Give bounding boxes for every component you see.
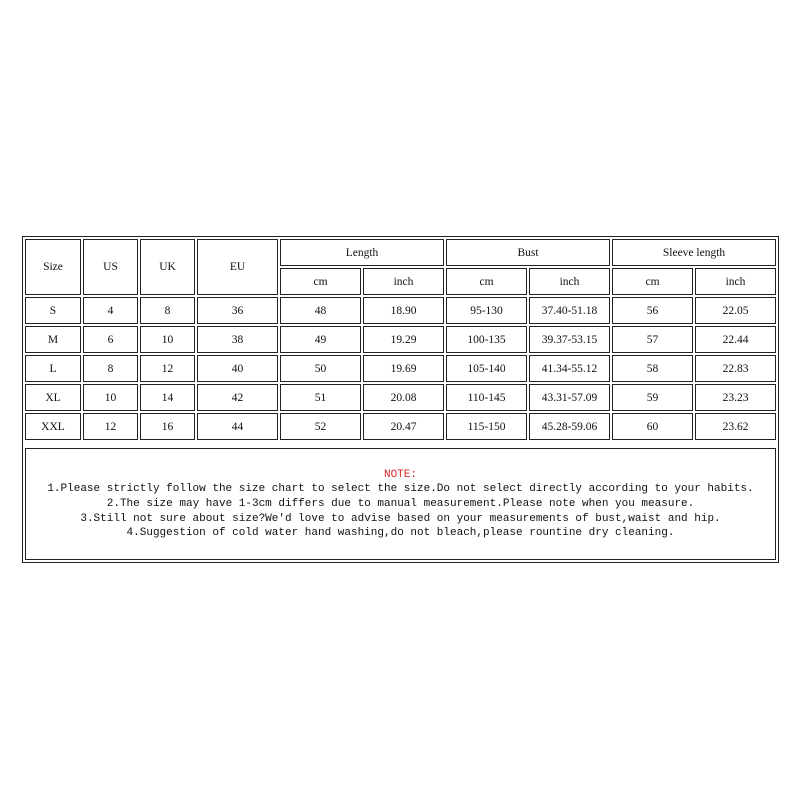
cell-eu: 38 [197, 326, 278, 353]
note-line-4: 4.Suggestion of cold water hand washing,do not bleach,please rountine dry cleaning. [126, 527, 675, 540]
cell-us: 12 [83, 413, 138, 440]
note-box [25, 448, 776, 560]
cell-uk: 8 [140, 297, 195, 324]
cell-size: S [25, 297, 81, 324]
cell-len-cm: 49 [280, 326, 361, 353]
cell-len-cm: 50 [280, 355, 361, 382]
cell-sl-cm: 59 [612, 384, 693, 411]
size-chart [22, 236, 779, 563]
cell-len-in: 20.47 [363, 413, 444, 440]
cell-sl-in: 23.23 [695, 384, 776, 411]
header-row [25, 239, 776, 266]
size-table [23, 237, 778, 442]
cell-sl-cm: 57 [612, 326, 693, 353]
cell-eu: 42 [197, 384, 278, 411]
cell-bust-cm: 100-135 [446, 326, 527, 353]
header-eu: EU [197, 239, 278, 295]
cell-len-in: 19.29 [363, 326, 444, 353]
header-size: Size [25, 239, 81, 295]
note-line-2: 2.The size may have 1-3cm differs due to manual measurement.Please note when you measure. [106, 497, 695, 510]
cell-eu: 36 [197, 297, 278, 324]
subheader-sleeve-cm: cm [612, 268, 693, 295]
cell-sl-in: 22.05 [695, 297, 776, 324]
cell-us: 6 [83, 326, 138, 353]
cell-eu: 44 [197, 413, 278, 440]
cell-len-in: 18.90 [363, 297, 444, 324]
cell-sl-cm: 60 [612, 413, 693, 440]
header-uk: UK [140, 239, 195, 295]
cell-sl-in: 22.44 [695, 326, 776, 353]
cell-uk: 14 [140, 384, 195, 411]
cell-bust-cm: 110-145 [446, 384, 527, 411]
cell-size: M [25, 326, 81, 353]
header-us: US [83, 239, 138, 295]
cell-size: XXL [25, 413, 81, 440]
cell-bust-in: 37.40-51.18 [529, 297, 610, 324]
cell-uk: 10 [140, 326, 195, 353]
table-row [25, 326, 776, 353]
cell-len-in: 20.08 [363, 384, 444, 411]
cell-bust-in: 39.37-53.15 [529, 326, 610, 353]
note-line-1: 1.Please strictly follow the size chart to select the size.Do not select directly according to your habits. [47, 483, 754, 495]
cell-sl-cm: 58 [612, 355, 693, 382]
header-bust: Bust [446, 239, 610, 266]
subheader-length-inch: inch [363, 268, 444, 295]
cell-len-cm: 52 [280, 413, 361, 440]
subheader-sleeve-inch: inch [695, 268, 776, 295]
subheader-length-cm: cm [280, 268, 361, 295]
cell-uk: 12 [140, 355, 195, 382]
cell-bust-in: 43.31-57.09 [529, 384, 610, 411]
cell-len-cm: 48 [280, 297, 361, 324]
cell-bust-in: 41.34-55.12 [529, 355, 610, 382]
table-row [25, 413, 776, 440]
header-length: Length [280, 239, 444, 266]
cell-sl-cm: 56 [612, 297, 693, 324]
cell-bust-in: 45.28-59.06 [529, 413, 610, 440]
cell-eu: 40 [197, 355, 278, 382]
cell-us: 4 [83, 297, 138, 324]
cell-sl-in: 23.62 [695, 413, 776, 440]
cell-bust-cm: 115-150 [446, 413, 527, 440]
cell-uk: 16 [140, 413, 195, 440]
cell-sl-in: 22.83 [695, 355, 776, 382]
cell-bust-cm: 95-130 [446, 297, 527, 324]
note-line-3: 3.Still not sure about size?We'd love to advise based on your measurements of bust,waist and hip. [80, 512, 721, 525]
cell-bust-cm: 105-140 [446, 355, 527, 382]
header-sleeve-length: Sleeve length [612, 239, 776, 266]
size-rows [25, 297, 776, 440]
cell-us: 8 [83, 355, 138, 382]
cell-len-in: 19.69 [363, 355, 444, 382]
cell-size: XL [25, 384, 81, 411]
table-row [25, 355, 776, 382]
cell-len-cm: 51 [280, 384, 361, 411]
subheader-bust-cm: cm [446, 268, 527, 295]
table-row [25, 297, 776, 324]
cell-us: 10 [83, 384, 138, 411]
cell-size: L [25, 355, 81, 382]
note-title: NOTE: [383, 469, 417, 481]
table-row [25, 384, 776, 411]
subheader-bust-inch: inch [529, 268, 610, 295]
